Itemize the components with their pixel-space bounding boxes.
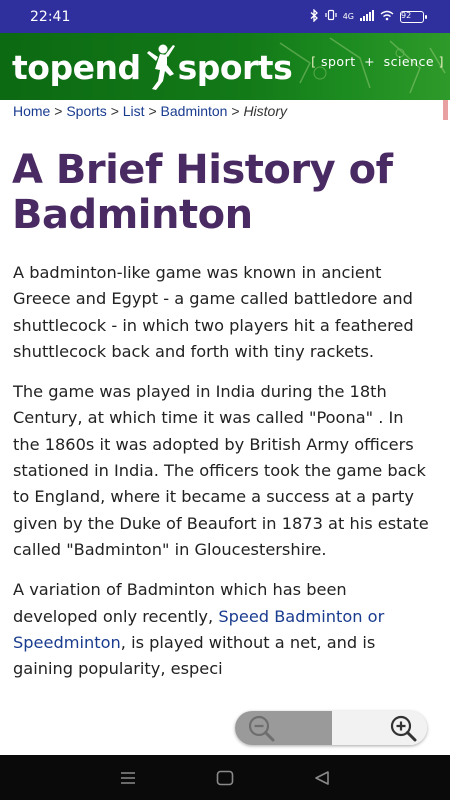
athlete-logo-icon — [143, 43, 177, 91]
breadcrumb-separator: > — [110, 103, 119, 119]
article-body — [13, 260, 433, 696]
breadcrumb-separator: > — [54, 103, 63, 119]
breadcrumb — [13, 103, 287, 119]
logo-text-right: sports — [177, 48, 293, 87]
back-icon — [314, 770, 330, 786]
zoom-out-button[interactable] — [235, 711, 332, 745]
tagline-plus: + — [364, 54, 376, 69]
battery-level: 92 — [401, 10, 412, 20]
system-nav-bar — [0, 755, 450, 800]
breadcrumb-separator: > — [148, 103, 157, 119]
site-header-banner — [0, 33, 450, 100]
status-icons — [310, 9, 424, 25]
breadcrumb-current: History — [243, 103, 287, 119]
breadcrumb-home[interactable]: Home — [13, 103, 51, 119]
paragraph-text: , is played without a net, and is gaining popularity, especi — [13, 632, 376, 679]
article-paragraph: The game was played in India during the 18th Century, at which time it was called "Poona" . In the 1860s it was adopted by British Army officers stationed in India. The officers took the game back to England, where it became a success at a party given by the Duke of Beaufort in 1873 at his estate called "Badminton" in Gloucestershire. — [13, 382, 429, 559]
tagline-science: science — [383, 54, 435, 69]
scroll-indicator — [443, 100, 448, 120]
site-logo[interactable] — [12, 43, 292, 87]
tagline-sport: sport — [320, 54, 356, 69]
zoom-in-icon — [389, 714, 417, 742]
zoom-in-button[interactable] — [332, 711, 427, 745]
home-button[interactable] — [213, 766, 237, 790]
battery-icon — [400, 11, 424, 23]
breadcrumb-badminton[interactable]: Badminton — [160, 103, 228, 119]
recent-apps-button[interactable] — [116, 766, 140, 790]
back-button[interactable] — [310, 766, 334, 790]
zoom-control — [235, 711, 427, 745]
tagline-open-bracket: [ — [311, 54, 317, 69]
vibrate-icon — [325, 9, 337, 24]
tagline-close-bracket: ] — [438, 54, 444, 69]
article-paragraph: A badminton-like game was known in ancient Greece and Egypt - a game called battledore and shuttlecock - in which two players hit a feathered shuttlecock back and forth with tiny rackets. — [13, 263, 414, 361]
network-label: 4G — [342, 12, 354, 21]
status-time: 22:41 — [30, 8, 71, 25]
site-tagline — [311, 54, 444, 69]
article-paragraph — [13, 577, 433, 682]
breadcrumb-separator: > — [231, 103, 240, 119]
breadcrumb-sports[interactable]: Sports — [66, 103, 107, 119]
paragraph-text: A variation of Badminton which has been developed only recently, — [13, 580, 347, 626]
breadcrumb-list[interactable]: List — [122, 103, 145, 119]
wifi-icon — [380, 10, 394, 24]
menu-icon — [120, 771, 136, 785]
logo-text-left: topend — [12, 48, 141, 87]
status-bar — [0, 0, 450, 33]
zoom-out-icon — [247, 714, 275, 742]
signal-icon — [360, 10, 374, 24]
page-title: A Brief History of Badminton — [12, 147, 393, 238]
bluetooth-icon — [310, 9, 319, 25]
home-icon — [216, 770, 234, 786]
speed-badminton-link[interactable]: Speed Badminton or Speedminton — [13, 606, 385, 652]
